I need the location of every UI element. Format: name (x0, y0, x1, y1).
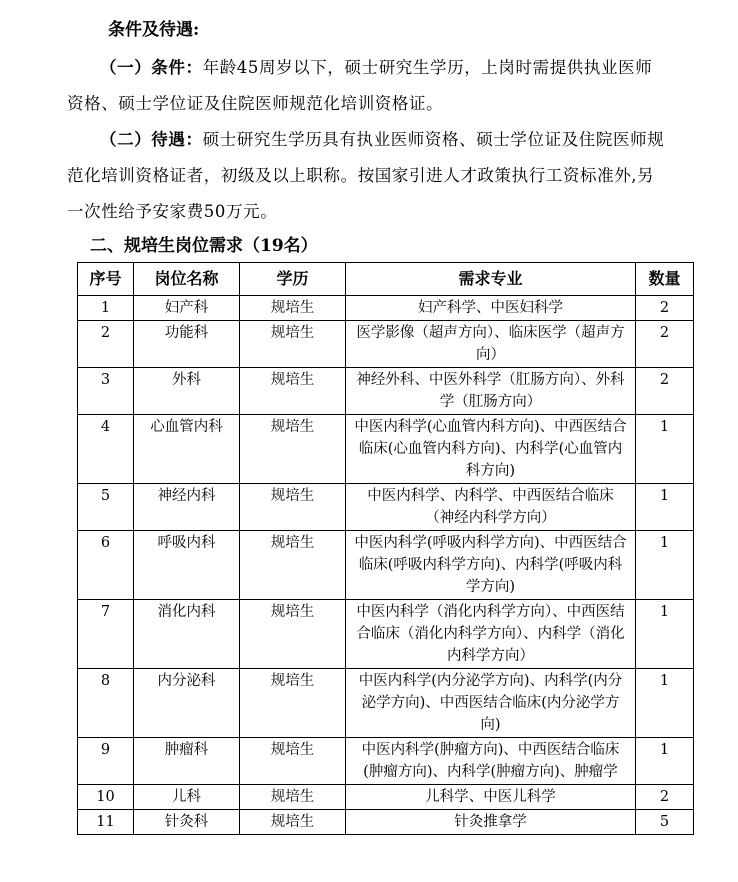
cell-no: 1 (78, 296, 134, 321)
cell-education: 规培生 (240, 738, 346, 785)
cell-major: 中医内科学(心血管内科方向)、中西医结合临床(心血管内科方向)、内科学(心血管内科方向) (346, 415, 636, 484)
cell-major: 妇产科学、中医妇科学 (346, 296, 636, 321)
cell-education: 规培生 (240, 785, 346, 810)
cell-education: 规培生 (240, 669, 346, 738)
table-row (78, 321, 694, 368)
cell-post: 外科 (134, 368, 240, 415)
cell-count: 1 (636, 531, 694, 600)
cell-count: 2 (636, 296, 694, 321)
cell-education: 规培生 (240, 368, 346, 415)
cell-post: 儿科 (134, 785, 240, 810)
cell-major: 针灸推拿学 (346, 810, 636, 835)
cell-count: 2 (636, 321, 694, 368)
positions-heading: 二、规培生岗位需求（19名） (90, 236, 318, 256)
conditions-paragraph (67, 50, 667, 122)
cell-post: 针灸科 (134, 810, 240, 835)
cell-post: 妇产科 (134, 296, 240, 321)
cell-no: 9 (78, 738, 134, 785)
cell-count: 2 (636, 785, 694, 810)
cell-no: 2 (78, 321, 134, 368)
cell-post: 肿瘤科 (134, 738, 240, 785)
cell-major: 中医内科学(呼吸内科学方向)、中西医结合临床(呼吸内科学方向)、内科学(呼吸内科学方向) (346, 531, 636, 600)
cell-major: 中医内科学(内分泌学方向)、内科学(内分泌学方向)、中西医结合临床(内分泌学方向) (346, 669, 636, 738)
cell-education: 规培生 (240, 415, 346, 484)
cell-education: 规培生 (240, 600, 346, 669)
table-row (78, 296, 694, 321)
conditions-text: 年龄45周岁以下，硕士研究生学历，上岗时需提供执业医师资格、硕士学位证及住院医师规范化培训资格证。 (67, 58, 653, 113)
cell-no: 10 (78, 785, 134, 810)
cell-education: 规培生 (240, 321, 346, 368)
cell-major: 中医内科学（消化内科学方向）、中西医结合临床（消化内科学方向）、内科学（消化内科学方向） (346, 600, 636, 669)
table-row (78, 368, 694, 415)
cell-no: 4 (78, 415, 134, 484)
table-row (78, 785, 694, 810)
header-education: 学历 (240, 263, 346, 296)
treatment-lead: （二）待遇： (100, 130, 203, 149)
cell-no: 6 (78, 531, 134, 600)
header-post: 岗位名称 (134, 263, 240, 296)
cell-count: 1 (636, 600, 694, 669)
table-header-row (78, 263, 694, 296)
positions-table (77, 262, 694, 835)
cell-post: 心血管内科 (134, 415, 240, 484)
cell-no: 11 (78, 810, 134, 835)
conditions-heading: 条件及待遇: (108, 20, 200, 40)
table-row (78, 531, 694, 600)
cell-major: 中医内科学(肿瘤方向)、中西医结合临床(肿瘤方向)、内科学(肿瘤方向)、肿瘤学 (346, 738, 636, 785)
cell-education: 规培生 (240, 810, 346, 835)
cell-major: 儿科学、中医儿科学 (346, 785, 636, 810)
table-row (78, 810, 694, 835)
cell-count: 2 (636, 368, 694, 415)
cell-post: 功能科 (134, 321, 240, 368)
cell-count: 1 (636, 738, 694, 785)
table-row (78, 600, 694, 669)
conditions-lead: （一）条件： (100, 58, 203, 77)
cell-post: 内分泌科 (134, 669, 240, 738)
cell-no: 5 (78, 484, 134, 531)
cell-major: 中医内科学、内科学、中西医结合临床（神经内科学方向） (346, 484, 636, 531)
cell-education: 规培生 (240, 484, 346, 531)
cell-education: 规培生 (240, 296, 346, 321)
cell-count: 1 (636, 669, 694, 738)
cell-education: 规培生 (240, 531, 346, 600)
cell-count: 1 (636, 484, 694, 531)
cell-no: 8 (78, 669, 134, 738)
cell-no: 3 (78, 368, 134, 415)
table-body (78, 296, 694, 835)
table-row (78, 415, 694, 484)
table-row (78, 738, 694, 785)
cell-major: 医学影像（超声方向）、临床医学（超声方向） (346, 321, 636, 368)
cell-count: 1 (636, 415, 694, 484)
treatment-text: 硕士研究生学历具有执业医师资格、硕士学位证及住院医师规范化培训资格证者，初级及以上职称。按国家引进人才政策执行工资标准外,另一次性给予安家费50万元。 (67, 130, 665, 221)
table-row (78, 669, 694, 738)
cell-post: 神经内科 (134, 484, 240, 531)
cell-post: 呼吸内科 (134, 531, 240, 600)
cell-post: 消化内科 (134, 600, 240, 669)
cell-no: 7 (78, 600, 134, 669)
treatment-paragraph (67, 122, 667, 230)
header-count: 数量 (636, 263, 694, 296)
header-major: 需求专业 (346, 263, 636, 296)
header-no: 序号 (78, 263, 134, 296)
cell-major: 神经外科、中医外科学（肛肠方向）、外科学（肛肠方向） (346, 368, 636, 415)
cell-count: 5 (636, 810, 694, 835)
table-row (78, 484, 694, 531)
